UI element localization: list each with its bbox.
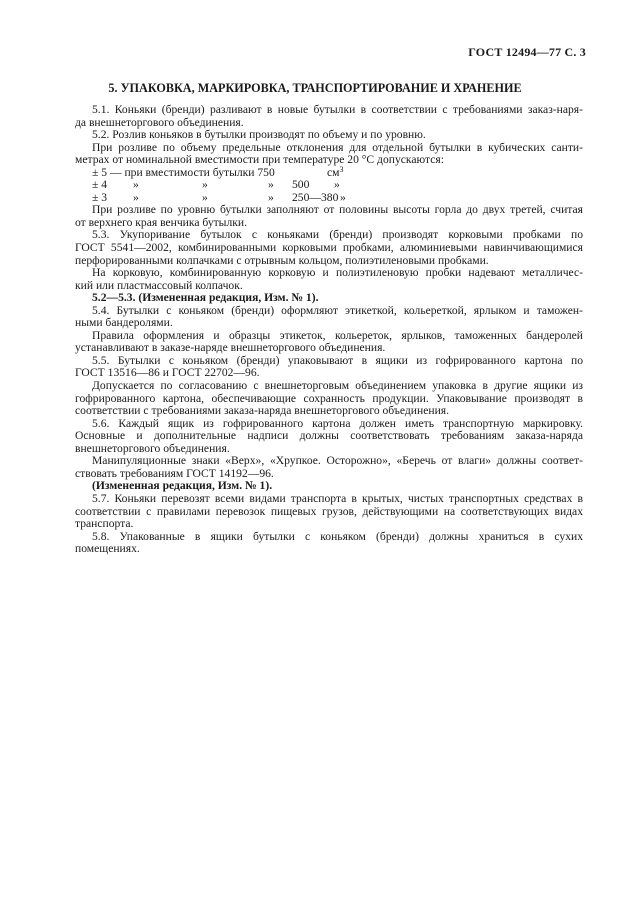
paragraph-5-6-line2: Основные и дополнительные надписи должны соответствовать требованиям заказа-наряда [75,429,583,443]
paragraph-5-2: 5.2. Розлив коньяков в бутылки производят по объему и по уровню. [92,128,426,142]
ditto-mark: » [268,190,274,204]
paragraph-agree-line1: Допускается по согласованию с внешнеторговым объединением упаковка в другие ящики из [92,379,583,393]
paragraph-agree-line2: гофрированного картона, обеспечивающие сохранность продукции. Упаковывание производят в [75,391,583,405]
paragraph-5-7-line2: соответствии с правилами перевозок пищевых грузов, действующими на соответствующих видах [75,504,583,518]
paragraph-5-7-line3: транспорта. [75,517,134,531]
paragraph-signs-line2: ствовать требованиям ГОСТ 14192—96. [75,466,274,480]
tolerance-row3-value: ± 3 [92,190,108,204]
paragraph-5-6-line1: 5.6. Каждый ящик из гофрированного картона должен иметь транспортную маркировку. [92,416,583,430]
paragraph-agree-line3: соответствии с требованиями заказа-наряда внешнеторгового объединения. [75,404,449,418]
paragraph-5-8-line2: помещениях. [75,542,140,556]
tolerance-row2-value: ± 4 [92,178,108,192]
paragraph-5-3-line2: ГОСТ 5541—2002, комбинированными корковыми пробками, алюминиевыми навинчивающимися [75,241,583,255]
paragraph-5-5-line1: 5.5. Бутылки с коньяком (бренди) упаковывают в ящики из гофрированного картона по [92,353,583,367]
paragraph-5-6-line3: внешнеторгового объединения. [75,441,230,455]
ditto-mark: » [202,190,208,204]
tolerance-row1-text: ± 5 — при вместимости бутылки 750 [92,165,275,179]
paragraph-5-7-line1: 5.7. Коньяки перевозят всеми видами транспорта в крытых, чистых транспортных средствах в [92,491,583,505]
paragraph-5-4-line1: 5.4. Бутылки с коньяком (бренди) оформляют этикеткой, кольереткой, ярлыком и таможен- [92,303,583,317]
tolerance-table [92,164,583,205]
paragraph-cork-line2: кий или пластмассовый колпачок. [75,278,243,292]
change-note-1: 5.2—5.3. (Измененная редакция, Изм. № 1). [92,291,319,305]
tolerance-row1-unit: $см^3$ [327,164,344,179]
paragraph-5-4-line2: ными бандеролями. [75,316,173,330]
paragraph-5-8-line1: 5.8. Упакованные в ящики бутылки с коньяком (бренди) должны храниться в сухих [92,529,583,543]
paragraph-level-line2: от верхнего края венчика бутылки. [75,215,247,229]
paragraph-signs-line1: Манипуляционные знаки «Верх», «Хрупкое. Осторожно», «Беречь от влаги» должны соответ- [92,454,583,468]
page-header: ГОСТ 12494—77 С. 3 [468,45,586,59]
document-body [75,104,583,556]
paragraph-5-3-line1: 5.3. Укупоривание бутылок с коньяками (бренди) производят корковыми пробками по [92,228,583,242]
paragraph-cork-line1: На корковую, комбинированную корковую и полиэтиленовую пробки надевают металличес- [92,266,583,280]
ditto-mark: » [133,178,139,192]
ditto-mark: » [334,178,340,192]
ditto-mark: » [133,190,139,204]
tolerance-row2-volume: 500 [292,178,310,192]
change-note-2: (Измененная редакция, Изм. № 1). [92,479,273,493]
paragraph-level-line1: При розливе по уровню бутылки заполняют от половины высоты горла до двух третей, считая [92,203,583,217]
paragraph-5-1-line2: да внешнеторгового объединения. [75,115,244,129]
paragraph-5-5-line2: ГОСТ 13516—86 и ГОСТ 22702—96. [75,366,260,380]
section-title: 5. УПАКОВКА, МАРКИРОВКА, ТРАНСПОРТИРОВАНИЕ И ХРАНЕНИЕ [108,81,522,95]
paragraph-volume-line2: метрах от номинальной вместимости при температуре 20 °С допускаются: [75,153,444,167]
tolerance-row3-volume: 250—380 [292,190,339,204]
ditto-mark: » [202,178,208,192]
paragraph-5-3-line3: перфорированными колпачками с отрывным кольцом, полиэтиленовыми пробками. [75,253,489,267]
ditto-mark: » [340,190,346,204]
paragraph-rules-line1: Правила оформления и образцы этикеток, кольереток, ярлыков, таможенных бандеролей [92,328,583,342]
paragraph-volume-line1: При розливе по объему предельные отклонения для отдельной бутылки в кубических санти- [92,140,583,154]
ditto-mark: » [268,178,274,192]
paragraph-5-1-line1: 5.1. Коньяки (бренди) разливают в новые бутылки в соответствии с требованиями заказ-наря- [92,103,583,116]
paragraph-rules-line2: устанавливают в заказе-наряде внешнеторгового объединения. [75,341,386,355]
